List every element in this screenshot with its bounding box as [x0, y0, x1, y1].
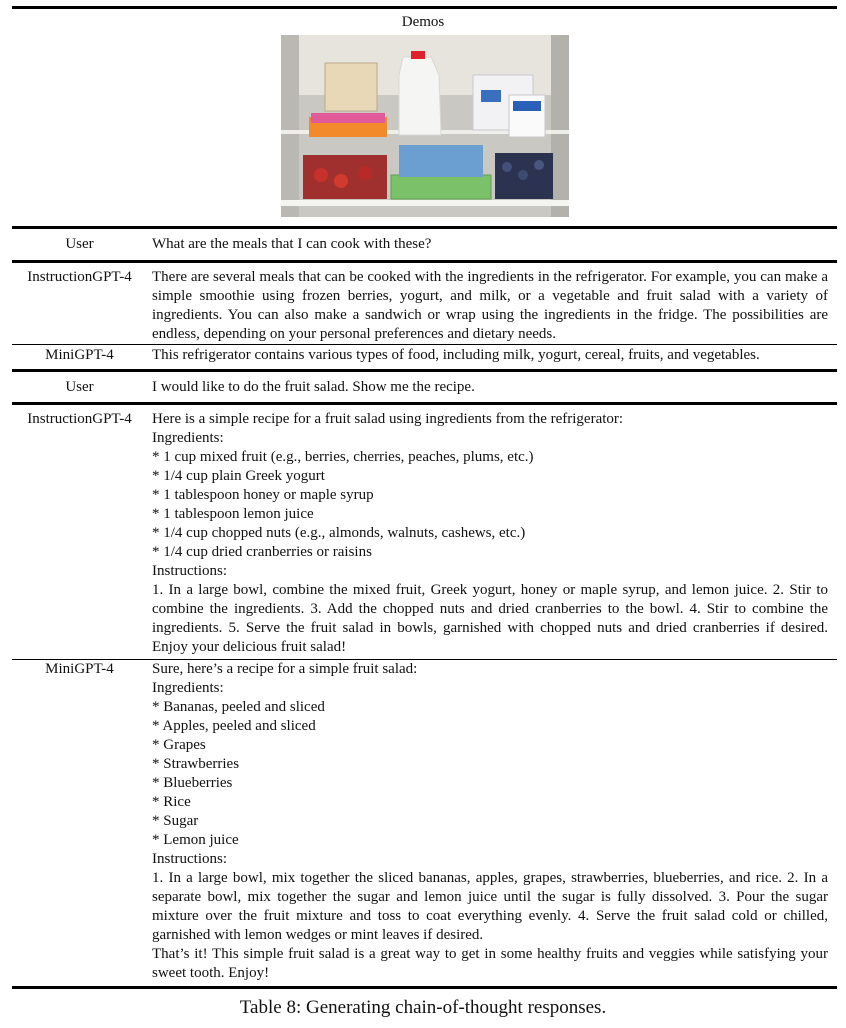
demos-title: Demos [401, 14, 445, 30]
text-line: Instructions: [152, 851, 227, 867]
list-item: * Rice [152, 794, 191, 810]
text-line: Instructions: [152, 563, 227, 579]
paragraph: That’s it! This simple fruit salad is a great way to get in some healthy fruits and veggies while satisfying your sweet tooth. Enjoy! [152, 946, 828, 981]
message-text [152, 410, 828, 657]
section-rule [12, 402, 837, 405]
list-item: * 1/4 cup plain Greek yogurt [152, 468, 325, 484]
message-text: There are several meals that can be cooked with the ingredients in the refrigerator. For example, you can make a simple smoothie using frozen berries, yogurt, and milk, or a vegetable and fruit salad with a variety of ingredients. You can also make a sandwich or wrap using the ingredients in the fridge. The possibilities are endless, depending on your personal preferences and dietary needs. [152, 269, 828, 342]
list-item: * Sugar [152, 813, 199, 829]
text-line: Sure, here’s a recipe for a simple fruit salad: [152, 661, 418, 677]
speaker-label: MiniGPT-4 [45, 661, 114, 677]
list-item: * Grapes [152, 737, 206, 753]
list-item: * Blueberries [152, 775, 233, 791]
list-item: * Apples, peeled and sliced [152, 718, 316, 734]
message-text: This refrigerator contains various types of food, including milk, yogurt, cereal, fruits, and vegetables. [152, 347, 760, 363]
list-item: * Lemon juice [152, 832, 239, 848]
list-item: * 1 cup mixed fruit (e.g., berries, cherries, peaches, plums, etc.) [152, 449, 534, 465]
list-item: * 1 tablespoon lemon juice [152, 506, 314, 522]
text-line: Ingredients: [152, 680, 224, 696]
fridge-photo [281, 35, 569, 217]
table-caption: Table 8: Generating chain-of-thought responses. [239, 997, 607, 1018]
paragraph: 1. In a large bowl, combine the mixed fruit, Greek yogurt, honey or maple syrup, and lemon juice. 2. Stir to combine the ingredients. 3. Add the chopped nuts and dried cranberries to the bowl. 4. Stir to combine the ingredients. 5. Serve the fruit salad in bowls, garnished with chopped nuts and dried cranberries if desired. Enjoy your delicious fruit salad! [152, 582, 828, 655]
speaker-label: MiniGPT-4 [45, 347, 114, 363]
row-divider [12, 344, 837, 345]
text-line: Here is a simple recipe for a fruit salad using ingredients from the refrigerator: [152, 411, 624, 427]
section-rule [12, 260, 837, 263]
bottom-rule [12, 986, 837, 989]
speaker-label: User [65, 236, 94, 252]
speaker-label: InstructionGPT-4 [27, 411, 132, 427]
list-item: * 1/4 cup chopped nuts (e.g., almonds, walnuts, cashews, etc.) [152, 525, 526, 541]
list-item: * 1 tablespoon honey or maple syrup [152, 487, 374, 503]
speaker-label: InstructionGPT-4 [27, 269, 132, 285]
list-item: * 1/4 cup dried cranberries or raisins [152, 544, 372, 560]
text-line: Ingredients: [152, 430, 224, 446]
list-item: * Bananas, peeled and sliced [152, 699, 325, 715]
section-rule [12, 226, 837, 229]
section-rule [12, 369, 837, 372]
fridge-illustration [281, 35, 569, 217]
top-rule [12, 6, 837, 9]
message-text: I would like to do the fruit salad. Show me the recipe. [152, 379, 475, 395]
message-text [152, 660, 828, 983]
message-text: What are the meals that I can cook with these? [152, 236, 432, 252]
paragraph: 1. In a large bowl, mix together the sliced bananas, apples, grapes, strawberries, blueberries, and rice. 2. In a separate bowl, mix together the sugar and lemon juice until the sugar is fully dissolved. 3. Pour the sugar mixture over the fruit mixture and toss to coat everything evenly. 4. Serve the fruit salad cold or chilled, garnished with lemon wedges or mint leaves if desired. [152, 870, 828, 943]
speaker-label: User [65, 379, 94, 395]
list-item: * Strawberries [152, 756, 240, 772]
